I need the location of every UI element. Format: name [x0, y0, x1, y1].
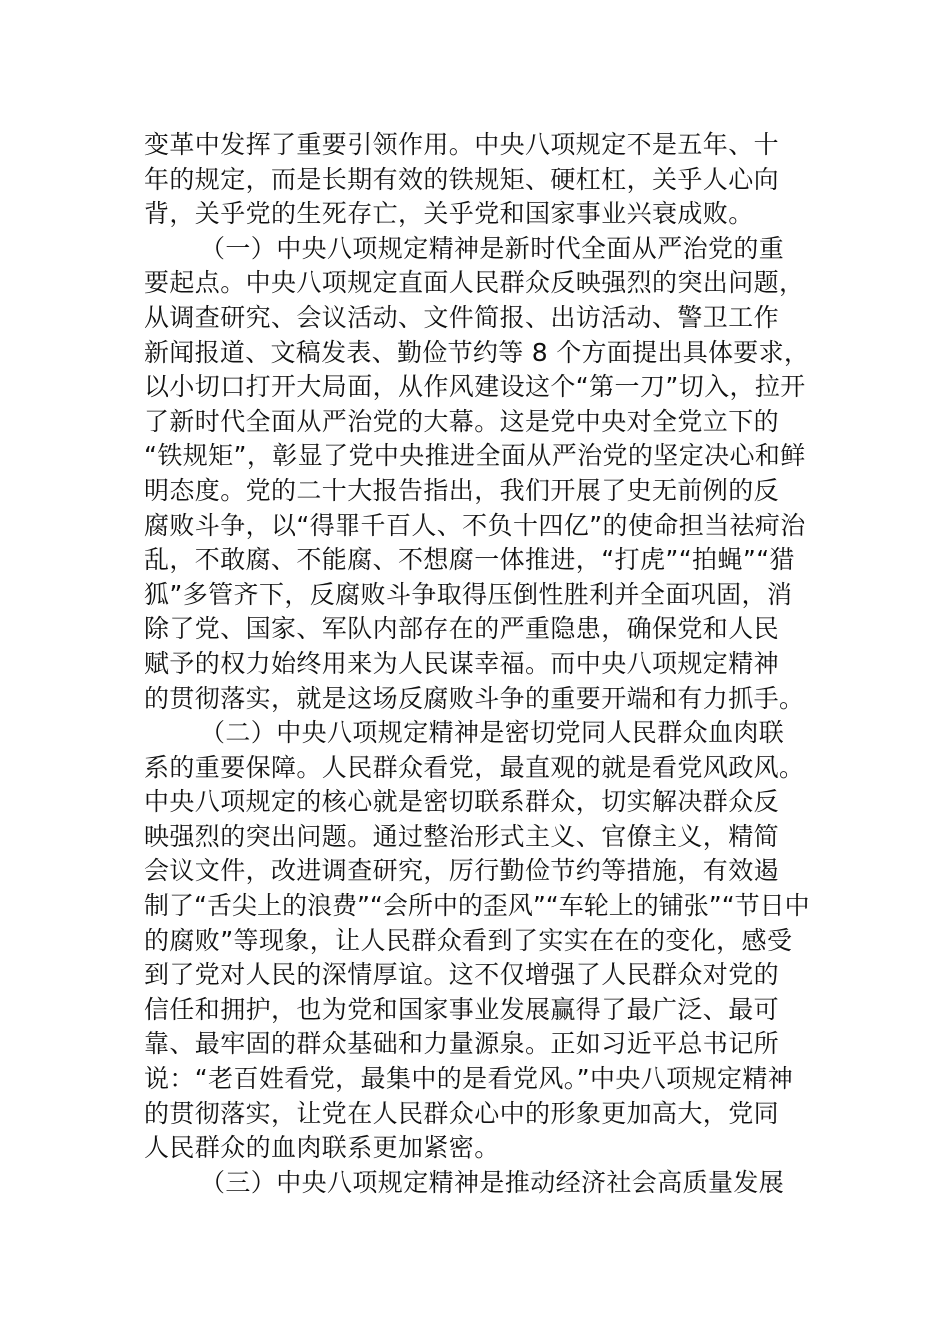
text-line: 的腐败”等现象，让人民群众看到了实实在在的变化，感受 [144, 925, 793, 955]
text-line: “铁规矩”，彰显了党中央推进全面从严治党的坚定决心和鲜 [144, 441, 806, 471]
section-heading-line: （一）中央八项规定精神是新时代全面从严治党的重 [200, 233, 785, 263]
text-line: 映强烈的突出问题。通过整治形式主义、官僚主义，精简 [144, 821, 780, 851]
text-line: 信任和拥护，也为党和国家事业发展赢得了最广泛、最可 [144, 994, 780, 1024]
text-line: 乱，不敢腐、不能腐、不想腐一体推进，“打虎”“拍蝇”“猎 [144, 545, 795, 575]
text-line: 狐”多管齐下，反腐败斗争取得压倒性胜利并全面巩固，消 [144, 579, 793, 609]
text-line: 到了党对人民的深情厚谊。这不仅增强了人民群众对党的 [144, 960, 780, 990]
text-line: 说：“老百姓看党，最集中的是看党风。”中央八项规定精神 [144, 1064, 794, 1094]
text-line: 赋予的权力始终用来为人民谋幸福。而中央八项规定精神 [144, 648, 780, 678]
text-line: 背，关乎党的生死存亡，关乎党和国家事业兴衰成败。 [144, 199, 754, 229]
section-heading-line: （三）中央八项规定精神是推动经济社会高质量发展 [200, 1167, 785, 1197]
text-line: 了新时代全面从严治党的大幕。这是党中央对全党立下的 [144, 406, 780, 436]
text-line: 靠、最牢固的群众基础和力量源泉。正如习近平总书记所 [144, 1029, 780, 1059]
text-line: 中央八项规定的核心就是密切联系群众，切实解决群众反 [144, 787, 780, 817]
text-line: 明态度。党的二十大报告指出，我们开展了史无前例的反 [144, 475, 780, 505]
text-line: 制了“舌尖上的浪费”“会所中的歪风”“车轮上的铺张”“节日中 [144, 891, 810, 921]
text-line: 年的规定，而是长期有效的铁规矩、硬杠杠，关乎人心向 [144, 164, 780, 194]
text-line: 新闻报道、文稿发表、勤俭节约等 8 个方面提出具体要求， [144, 337, 810, 367]
section-heading-line: （二）中央八项规定精神是密切党同人民群众血肉联 [200, 718, 785, 748]
text-line: 以小切口打开大局面，从作风建设这个“第一刀”切入，拉开 [144, 372, 806, 402]
text-line: 要起点。中央八项规定直面人民群众反映强烈的突出问题， [144, 268, 805, 298]
text-line: 会议文件，改进调查研究，厉行勤俭节约等措施，有效遏 [144, 856, 780, 886]
text-line: 的贯彻落实，让党在人民群众心中的形象更加高大，党同 [144, 1098, 780, 1128]
text-line: 人民群众的血肉联系更加紧密。 [144, 1133, 500, 1163]
text-line: 除了党、国家、军队内部存在的严重隐患，确保党和人民 [144, 614, 780, 644]
text-line: 腐败斗争，以“得罪千百人、不负十四亿”的使命担当祛疴治 [144, 510, 806, 540]
text-line: 从调查研究、会议活动、文件简报、出访活动、警卫工作 [144, 302, 780, 332]
body-text [144, 128, 810, 1200]
text-line: 系的重要保障。人民群众看党，最直观的就是看党风政风。 [144, 752, 805, 782]
text-line: 变革中发挥了重要引领作用。中央八项规定不是五年、十 [144, 130, 780, 159]
text-line: 的贯彻落实，就是这场反腐败斗争的重要开端和有力抓手。 [144, 683, 805, 713]
